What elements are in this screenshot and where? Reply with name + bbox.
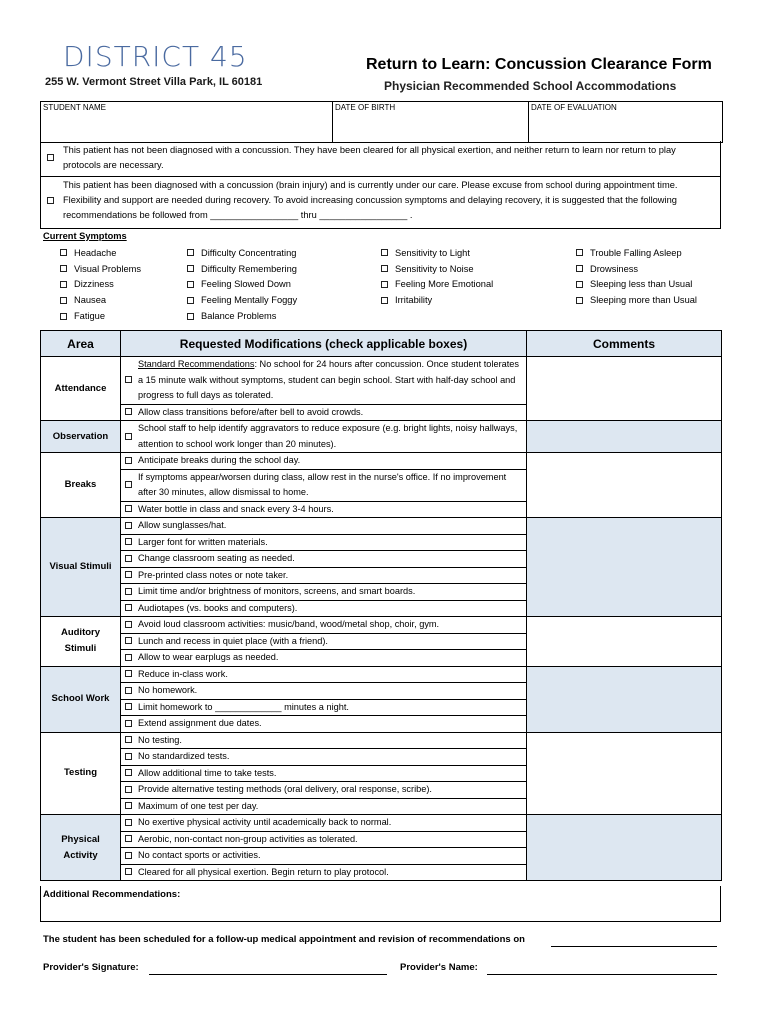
symptom-item[interactable]: Feeling Mentally Foggy: [187, 292, 297, 308]
modification-checkbox[interactable]: [125, 555, 132, 562]
symptom-checkbox[interactable]: [187, 265, 194, 272]
modification-checkbox[interactable]: [125, 654, 132, 661]
table-row-breaks: [41, 453, 722, 518]
modification-checkbox[interactable]: [125, 835, 132, 842]
comments-school-work[interactable]: [527, 666, 722, 732]
modification-checkbox[interactable]: [125, 621, 132, 628]
modification-item[interactable]: Avoid loud classroom activities: music/band, wood/metal shop, choir, gym.: [121, 617, 526, 634]
modification-item[interactable]: Standard Recommendations: No school for 24 hours after concussion. Once student tolerates a 15 minute walk without symptoms, student can begin school. Start with half-day school and progress to full days as tolerated.: [121, 357, 526, 405]
comments-testing[interactable]: [527, 732, 722, 815]
table-row-auditory-stimuli: [41, 617, 722, 667]
symptom-item[interactable]: Sensitivity to Light: [381, 245, 493, 261]
modification-checkbox[interactable]: [125, 786, 132, 793]
provider-name-label: Provider's Name:: [400, 962, 478, 973]
diagnosed-text: This patient has been diagnosed with a concussion (brain injury) and is currently under our care. Please excuse from school during appointment time. Flexibility and support are needed during recovery. To avoid increasing concussion symptoms and delaying recovery, it is suggested that the following recommendations be followed from _________________ thru _________________ .: [63, 180, 678, 220]
comments-breaks[interactable]: [527, 453, 722, 518]
modification-checkbox[interactable]: [125, 769, 132, 776]
modification-item[interactable]: Aerobic, non-contact non-group activities as tolerated.: [121, 832, 526, 849]
followup-date-line[interactable]: [551, 946, 717, 947]
symptoms-column-2: [187, 245, 297, 324]
district-logo: DISTRICT 45: [63, 40, 248, 73]
symptom-checkbox[interactable]: [60, 281, 67, 288]
modification-item[interactable]: Allow to wear earplugs as needed.: [121, 650, 526, 666]
modification-checkbox[interactable]: [125, 670, 132, 677]
modification-item[interactable]: Extend assignment due dates.: [121, 716, 526, 732]
symptom-checkbox[interactable]: [60, 249, 67, 256]
modification-item[interactable]: Allow sunglasses/hat.: [121, 518, 526, 535]
modification-item[interactable]: No testing.: [121, 733, 526, 750]
auditory-modifications: [121, 617, 527, 667]
symptom-item[interactable]: Feeling More Emotional: [381, 277, 493, 293]
symptom-item[interactable]: Sleeping more than Usual: [576, 292, 697, 308]
modification-item[interactable]: Reduce in-class work.: [121, 667, 526, 684]
modification-item[interactable]: Limit time and/or brightness of monitors, screens, and smart boards.: [121, 584, 526, 601]
modification-item[interactable]: No homework.: [121, 683, 526, 700]
area-observation: Observation: [41, 421, 121, 453]
symptom-checkbox[interactable]: [60, 297, 67, 304]
symptom-item[interactable]: Difficulty Concentrating: [187, 245, 297, 261]
date-of-evaluation-field[interactable]: [529, 102, 722, 142]
modification-checkbox[interactable]: [125, 852, 132, 859]
symptom-checkbox[interactable]: [60, 313, 67, 320]
modification-item[interactable]: If symptoms appear/worsen during class, allow rest in the nurse's office. If no improvement after 30 minutes, allow dismissal to home.: [121, 470, 526, 502]
comments-observation[interactable]: [527, 421, 722, 453]
table-row-observation: [41, 421, 722, 453]
modification-item[interactable]: Larger font for written materials.: [121, 535, 526, 552]
comments-physical-activity[interactable]: [527, 815, 722, 881]
diagnosed-checkbox[interactable]: [47, 197, 54, 204]
table-row-attendance: [41, 357, 722, 421]
table-row-physical-activity: [41, 815, 722, 881]
symptoms-column-4: [576, 245, 697, 308]
modification-checkbox[interactable]: [125, 538, 132, 545]
modification-checkbox[interactable]: [125, 753, 132, 760]
modification-checkbox[interactable]: [125, 637, 132, 644]
table-row-school-work: [41, 666, 722, 732]
modification-item[interactable]: Change classroom seating as needed.: [121, 551, 526, 568]
not-diagnosed-text: This patient has not been diagnosed with a concussion. They have been cleared for all physical exertion, and neither return to learn nor return to play protocols are necessary.: [63, 145, 676, 170]
symptoms-column-3: [381, 245, 493, 308]
modification-checkbox[interactable]: [125, 720, 132, 727]
comments-auditory-stimuli[interactable]: [527, 617, 722, 667]
symptom-item[interactable]: Headache: [60, 245, 141, 261]
modification-item[interactable]: Anticipate breaks during the school day.: [121, 453, 526, 470]
symptom-item[interactable]: Dizziness: [60, 277, 141, 293]
comments-header: Comments: [527, 331, 722, 357]
diagnosed-statement: [40, 177, 721, 229]
symptom-checkbox[interactable]: [187, 313, 194, 320]
modification-item[interactable]: Audiotapes (vs. books and computers).: [121, 601, 526, 617]
modification-item[interactable]: No standardized tests.: [121, 749, 526, 766]
area-auditory-stimuli: Auditory Stimuli: [41, 617, 121, 667]
symptom-item[interactable]: Sensitivity to Noise: [381, 261, 493, 277]
modification-checkbox[interactable]: [125, 433, 132, 440]
comments-attendance[interactable]: [527, 357, 722, 421]
modification-item[interactable]: Pre-printed class notes or note taker.: [121, 568, 526, 585]
form-subtitle: Physician Recommended School Accommodations: [384, 79, 677, 93]
symptom-checkbox[interactable]: [60, 265, 67, 272]
current-symptoms-title: Current Symptoms: [43, 231, 127, 241]
area-physical-activity: Physical Activity: [41, 815, 121, 881]
visual-modifications: [121, 518, 527, 617]
modification-checkbox[interactable]: [125, 703, 132, 710]
symptom-item[interactable]: Trouble Falling Asleep: [576, 245, 697, 261]
symptom-item[interactable]: Feeling Slowed Down: [187, 277, 297, 293]
breaks-modifications: [121, 453, 527, 518]
date-of-birth-label: DATE OF BIRTH: [335, 103, 396, 112]
symptom-checkbox[interactable]: [381, 265, 388, 272]
table-row-visual-stimuli: [41, 518, 722, 617]
symptom-item[interactable]: Nausea: [60, 292, 141, 308]
modification-item[interactable]: No exertive physical activity until academically back to normal.: [121, 815, 526, 832]
modification-checkbox[interactable]: [125, 868, 132, 875]
symptom-checkbox[interactable]: [576, 281, 583, 288]
symptom-item[interactable]: Visual Problems: [60, 261, 141, 277]
modification-item[interactable]: Maximum of one test per day.: [121, 799, 526, 815]
modification-checkbox[interactable]: [125, 604, 132, 611]
table-header-row: [41, 331, 722, 357]
additional-recommendations-label: Additional Recommendations:: [43, 889, 181, 900]
symptom-checkbox[interactable]: [576, 249, 583, 256]
modification-item[interactable]: Cleared for all physical exertion. Begin return to play protocol.: [121, 865, 526, 881]
testing-modifications: [121, 732, 527, 815]
comments-visual-stimuli[interactable]: [527, 518, 722, 617]
attendance-modifications: [121, 357, 527, 421]
modification-checkbox[interactable]: [125, 522, 132, 529]
modification-item[interactable]: Lunch and recess in quiet place (with a friend).: [121, 634, 526, 651]
modifications-table: [40, 330, 721, 881]
date-of-evaluation-label: DATE OF EVALUATION: [531, 103, 617, 112]
modification-item[interactable]: No contact sports or activities.: [121, 848, 526, 865]
observation-modifications: [121, 421, 527, 453]
symptom-item[interactable]: Difficulty Remembering: [187, 261, 297, 277]
student-name-label: STUDENT NAME: [43, 103, 106, 112]
followup-statement: The student has been scheduled for a follow-up medical appointment and revision of recommendations on: [43, 934, 525, 945]
symptom-checkbox[interactable]: [381, 297, 388, 304]
modification-checkbox[interactable]: [125, 481, 132, 488]
modification-checkbox[interactable]: [125, 376, 132, 383]
modifications-header: Requested Modifications (check applicable boxes): [121, 331, 527, 357]
symptom-item[interactable]: Irritability: [381, 292, 493, 308]
modification-item[interactable]: Provide alternative testing methods (oral delivery, oral response, scribe).: [121, 782, 526, 799]
symptom-checkbox[interactable]: [576, 265, 583, 272]
symptom-checkbox[interactable]: [381, 249, 388, 256]
symptom-checkbox[interactable]: [187, 297, 194, 304]
symptom-checkbox[interactable]: [381, 281, 388, 288]
area-school-work: School Work: [41, 666, 121, 732]
table-row-testing: [41, 732, 722, 815]
modification-checkbox[interactable]: [125, 819, 132, 826]
area-header: Area: [41, 331, 121, 357]
modification-checkbox[interactable]: [125, 802, 132, 809]
schoolwork-modifications: [121, 666, 527, 732]
symptom-checkbox[interactable]: [576, 297, 583, 304]
modification-item[interactable]: Limit homework to _____________ minutes a night.: [121, 700, 526, 717]
not-diagnosed-statement: [40, 141, 721, 177]
modification-item[interactable]: Allow class transitions before/after bell to avoid crowds.: [121, 405, 526, 421]
not-diagnosed-checkbox[interactable]: [47, 154, 54, 161]
symptom-checkbox[interactable]: [187, 249, 194, 256]
area-breaks: Breaks: [41, 453, 121, 518]
modification-checkbox[interactable]: [125, 736, 132, 743]
symptom-item[interactable]: Balance Problems: [187, 308, 297, 324]
student-name-field[interactable]: [41, 102, 333, 142]
school-address: 255 W. Vermont Street Villa Park, IL 60181: [45, 76, 263, 88]
symptom-item[interactable]: Fatigue: [60, 308, 141, 324]
modification-checkbox[interactable]: [125, 408, 132, 415]
modification-item[interactable]: Allow additional time to take tests.: [121, 766, 526, 783]
date-of-birth-field[interactable]: [333, 102, 529, 142]
provider-signature-line[interactable]: [149, 974, 387, 975]
form-title: Return to Learn: Concussion Clearance Form: [366, 56, 712, 73]
provider-signature-label: Provider's Signature:: [43, 962, 139, 973]
modification-item[interactable]: Water bottle in class and snack every 3-4 hours.: [121, 502, 526, 518]
modification-checkbox[interactable]: [125, 571, 132, 578]
physical-modifications: [121, 815, 527, 881]
modification-checkbox[interactable]: [125, 505, 132, 512]
area-testing: Testing: [41, 732, 121, 815]
symptom-item[interactable]: Drowsiness: [576, 261, 697, 277]
additional-recommendations-field[interactable]: [40, 886, 721, 922]
symptoms-column-1: [60, 245, 141, 324]
provider-name-line[interactable]: [487, 974, 717, 975]
modification-checkbox[interactable]: [125, 588, 132, 595]
area-attendance: Attendance: [41, 357, 121, 421]
modification-item[interactable]: School staff to help identify aggravators to reduce exposure (e.g. bright lights, noisy hallways, attention to school work longer than 20 minutes).: [121, 421, 526, 452]
symptom-checkbox[interactable]: [187, 281, 194, 288]
modification-checkbox[interactable]: [125, 687, 132, 694]
area-visual-stimuli: Visual Stimuli: [41, 518, 121, 617]
student-info-row: [40, 101, 723, 143]
symptom-item[interactable]: Sleeping less than Usual: [576, 277, 697, 293]
modification-checkbox[interactable]: [125, 457, 132, 464]
